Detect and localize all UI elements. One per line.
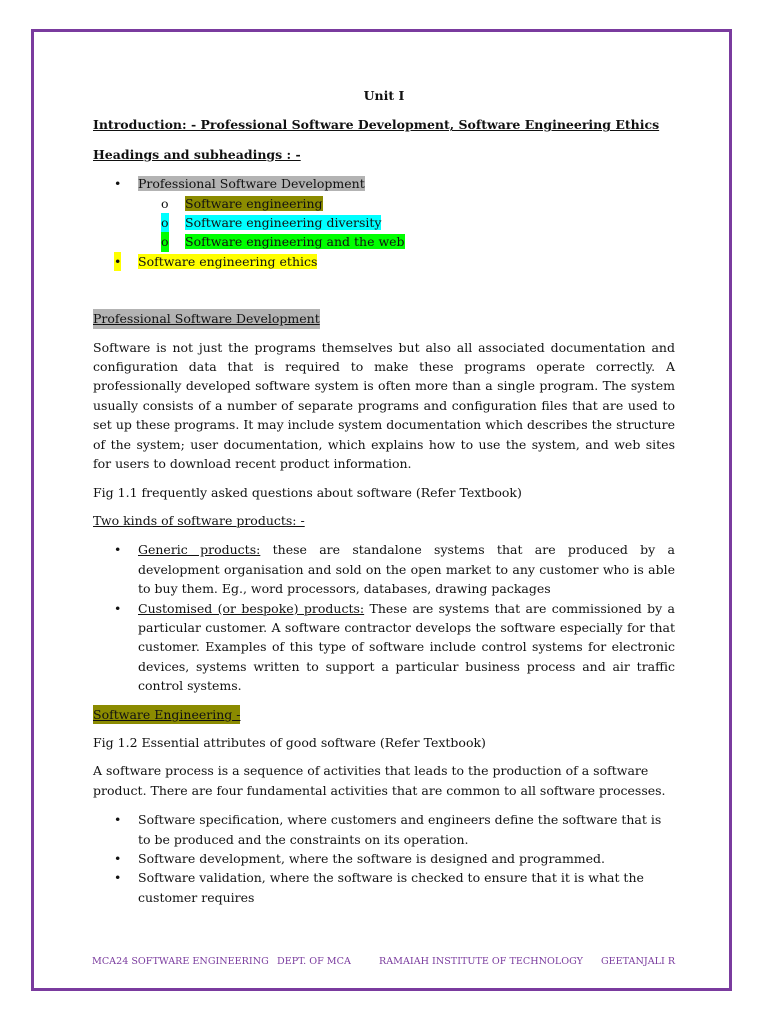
circle-bullet-icon: o (161, 232, 169, 251)
bullet-icon: • (114, 812, 122, 828)
activities-list (93, 810, 675, 907)
kind-generic (114, 540, 675, 598)
activity-item (114, 868, 675, 907)
activity-item (114, 849, 675, 868)
figure-ref-1-1: Fig 1.1 frequently asked questions about software (Refer Textbook) (93, 484, 522, 500)
toc-subitem-diversity (161, 213, 675, 232)
toc-item-professional (114, 174, 675, 193)
activity-text: Software specification, where customers and engineers define the software that is to be produced and the constraints on its operation. (138, 812, 662, 847)
kind-customised-text: These are systems that are commissioned by a particular customer. A software contractor develops the software especially for that customer. Examples of this type of software include control systems for electronic devices, systems written to support a particular business process and air traffic control systems. (138, 600, 675, 694)
kind-customised-label: Customised (or bespoke) products: (138, 600, 365, 616)
bullet-icon: • (114, 542, 122, 558)
section-heading-professional: Professional Software Development (93, 309, 320, 328)
toc-item-ethics (114, 252, 675, 271)
toc-label-ethics: Software engineering ethics (138, 253, 318, 269)
activity-text: Software development, where the software is designed and programmed. (138, 851, 606, 866)
bullet-icon: • (114, 252, 121, 271)
toc-sublabel-software-engineering: Software engineering (185, 195, 323, 211)
footer-dept: DEPT. OF MCA (277, 956, 351, 967)
toc-subitem-software-engineering (161, 194, 675, 213)
toc-sublabel-diversity: Software engineering diversity (185, 215, 382, 231)
bullet-icon: • (114, 176, 122, 192)
unit-title: Unit I (363, 88, 405, 103)
footer-author: GEETANJALI R (601, 956, 676, 967)
figure-ref-1-2: Fig 1.2 Essential attributes of good software (Refer Textbook) (93, 734, 486, 750)
toc-label-professional: Professional Software Development (138, 176, 365, 192)
kind-generic-label: Generic products: (138, 542, 261, 558)
footer-institute: RAMAIAH INSTITUTE OF TECHNOLOGY (379, 956, 583, 967)
circle-bullet-icon: o (161, 195, 169, 211)
kind-customised (114, 599, 675, 696)
activity-item (114, 810, 675, 849)
toc-sublabel-web: Software engineering and the web (185, 234, 405, 250)
kinds-heading: Two kinds of software products: - (93, 512, 305, 528)
paragraph-process: A software process is a sequence of activities that leads to the production of a software product. There are four fundamental activities that are common to all software processes. (93, 763, 666, 798)
toc-list (93, 174, 675, 271)
document-body (93, 86, 675, 907)
footer-course: MCA24 SOFTWARE ENGINEERING (92, 956, 269, 967)
section-heading-software-engineering: Software Engineering - (93, 705, 240, 724)
circle-bullet-icon: o (161, 213, 169, 232)
bullet-icon: • (114, 870, 122, 886)
intro-heading: Introduction: - Professional Software Development, Software Engineering Ethics (93, 117, 660, 133)
paragraph-professional: Software is not just the programs themselves but also all associated documentation and configuration data that is required to make these programs operate correctly. A professionally developed software system is often more than a single program. The system usually consists of a number of separate programs and configuration files that are used to set up these programs. It may include system documentation which describes the structure of the system; user documentation, which explains how to use the system, and web sites for users to download recent product information. (93, 339, 675, 472)
bullet-icon: • (114, 600, 122, 616)
headings-label: Headings and subheadings : - (93, 146, 301, 162)
activity-text: Software validation, where the software is checked to ensure that it is what the customer requires (138, 870, 644, 905)
toc-subitem-web (161, 232, 675, 251)
kinds-list (93, 540, 675, 695)
bullet-icon: • (114, 851, 122, 866)
kind-generic-text: these are standalone systems that are produced by a development organisation and sold on the open market to any customer who is able to buy them. Eg., word processors, databases, drawing packages (138, 542, 675, 597)
